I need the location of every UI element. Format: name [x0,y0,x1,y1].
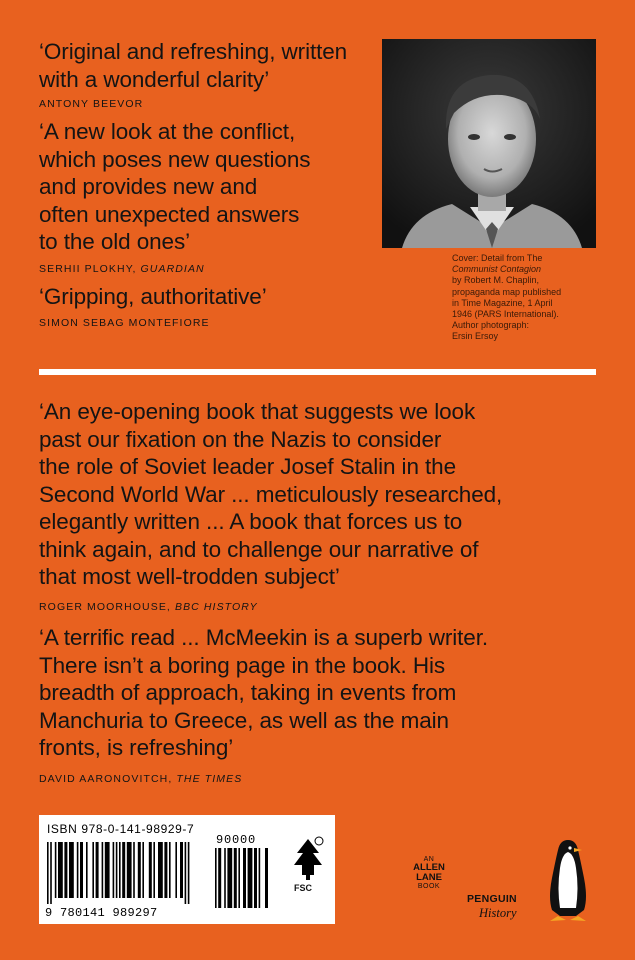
barcode-bar [138,842,141,898]
quote-line: ‘Gripping, authoritative’ [39,284,267,309]
barcode-bar [185,842,187,904]
attribution-montefiore: SIMON SEBAG MONTEFIORE [39,317,210,329]
barcode-bar [50,842,52,904]
attribution-moorhouse: ROGER MOORHOUSE, BBC HISTORY [39,601,258,613]
price-code: 90000 [216,833,257,847]
barcode-bar [127,842,132,898]
quote-line: often unexpected answers [39,201,300,227]
quote-line: elegantly written ... A book that forces us to [39,509,463,534]
barcode-bar [86,842,88,898]
barcode-bar [47,842,49,904]
barcode-bar [180,842,183,898]
barcode-bar [224,848,226,908]
attribution-beevor: ANTONY BEEVOR [39,98,144,110]
quote-line: think again, and to challenge our narrative of [39,536,479,562]
allen-lane-imprint: AN ALLEN LANE BOOK [413,856,445,890]
attribution-plokhy: SERHII PLOKHY, GUARDIAN [39,263,205,275]
barcode-bar [164,842,167,898]
barcode-bar [234,848,237,908]
price-barcode-bars [215,848,271,914]
barcode-bar [133,842,135,898]
barcode-bar [243,848,246,908]
barcode-bar [254,848,257,908]
barcode-bar [259,848,261,908]
barcode-panel [39,815,335,924]
author-photograph [382,39,596,248]
barcode-bar [175,842,177,898]
barcode-digits: 9 780141 989297 [45,906,158,920]
quote-line: Manchuria to Greece, as well as the main [39,707,449,733]
barcode-bar [169,842,171,898]
attribution-aaronovitch: DAVID AARONOVITCH, THE TIMES [39,773,243,785]
quote-line: with a wonderful clarity’ [39,66,270,92]
barcode-bar [69,842,74,898]
barcode-bar [142,842,144,898]
barcode-bar [116,842,118,898]
barcode-bar [158,842,163,898]
barcode-bar [227,848,232,908]
barcode-bar [238,848,240,908]
barcode-bar [113,842,115,898]
quote-line: past our fixation on the Nazis to consider [39,426,442,452]
barcode-bars [47,842,217,904]
quote-line: the role of Soviet leader Josef Stalin in the [39,454,457,479]
barcode-bar [215,848,217,908]
barcode-bar [92,842,94,898]
barcode-bar [149,842,152,898]
barcode-bar [119,842,121,898]
quote-line: ‘Original and refreshing, written [39,39,348,64]
barcode-bar [105,842,110,898]
quote-line: that most well-trodden subject’ [39,564,340,589]
barcode-bar [122,842,125,898]
quote-line: and provides new and [39,174,258,199]
barcode-bar [55,842,57,898]
publisher-name: PENGUIN [467,893,517,905]
quote-line: breadth of approach, taking in events from [39,680,457,705]
barcode-bar [77,842,79,898]
publisher-series: History [479,906,517,920]
barcode-bar [248,848,253,908]
quote-plokhy [39,118,310,256]
penguin-logo-icon [546,838,590,922]
divider-rule [39,369,596,375]
barcode-bar [58,842,63,898]
quote-line: ‘A new look at the conflict, [39,119,296,144]
quote-aaronovitch [39,624,488,762]
barcode-bar [80,842,83,898]
quote-line: fronts, is refreshing’ [39,735,234,760]
quote-montefiore [39,283,267,311]
isbn-label: ISBN 978-0-141-98929-7 [47,822,195,836]
quote-line: There isn’t a boring page in the book. His [39,652,446,678]
fsc-label: FSC [294,883,312,893]
cover-credits-caption: Cover: Detail from The Communist Contagion by Robert M. Chaplin, propaganda map published in Time Magazine, 1 April 1946 (PARS International). Author photograph: Ersin Ersoy [452,253,562,342]
quote-line: Second World War ... meticulously researched, [39,481,503,507]
barcode-bar [153,842,155,898]
quote-line: ‘An eye-opening book that suggests we look [39,399,476,424]
quote-line: to the old ones’ [39,229,191,254]
barcode-bar [96,842,99,898]
barcode-bar [102,842,104,898]
barcode-bar [265,848,268,908]
barcode-bar [218,848,221,908]
quote-beevor [39,38,347,93]
barcode-bar [64,842,67,898]
quote-line: ‘A terrific read ... McMeekin is a superb writer. [39,625,489,650]
quote-moorhouse [39,398,502,591]
quote-line: which poses new questions [39,146,311,172]
barcode-bar [188,842,190,904]
